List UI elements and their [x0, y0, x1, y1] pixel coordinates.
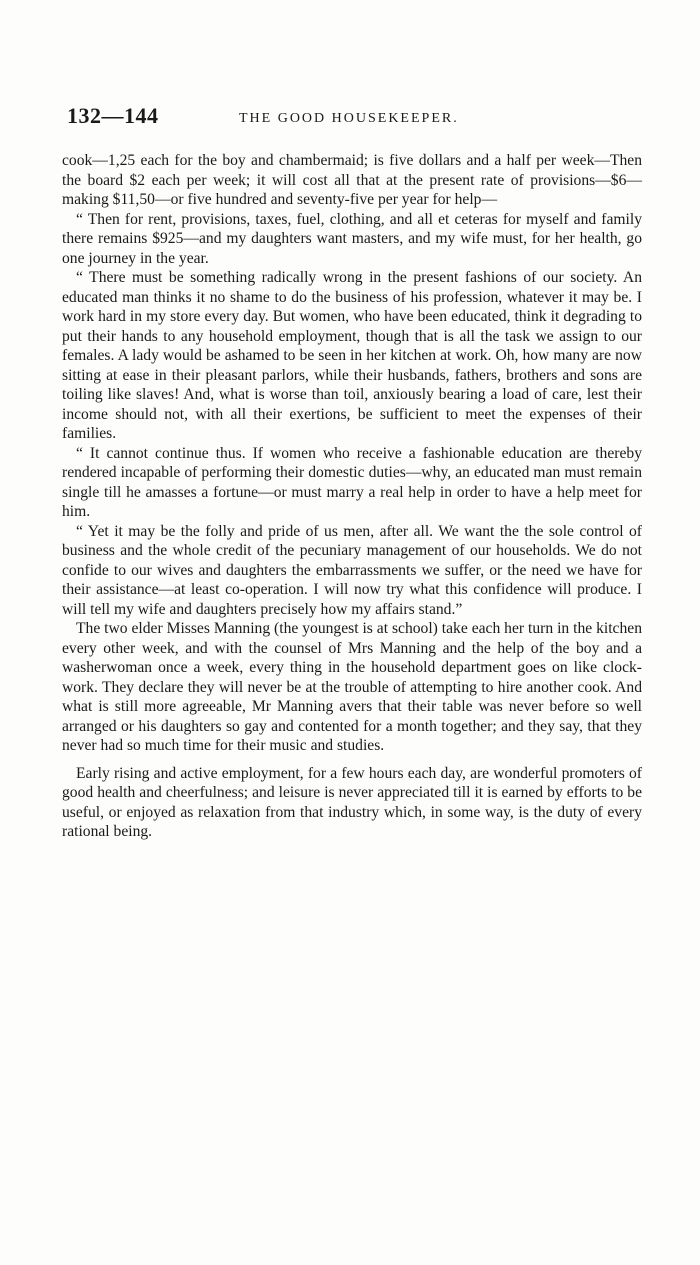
paragraph-4: “ It cannot continue thus. If women who receive a fashionable education are thereby rendered incapable of performing their domestic duties—why, an educated man must remain single till he amasses a fortune—or must marry a real help in order to have a help meet for him.: [62, 444, 642, 520]
body-text: [62, 151, 642, 842]
page-number: 132—144: [67, 103, 159, 128]
page-header: [67, 103, 642, 135]
paragraph-3: “ There must be something radically wrong in the present fashions of our society. An educated man thinks it no shame to do the business of his profession, whatever it may be. I work hard in my store every day. But women, who have been educated, think it degrading to put their hands to any household employment, though that is all the task we assign to our females. A lady would be ashamed to be seen in her kitchen at work. Oh, how many are now sitting at ease in their pleasant parlors, while their husbands, fathers, brothers and sons are toiling like slaves! And, what is worse than toil, anxiously bearing a load of care, lest their income should not, with all their exertions, be sufficient to meet the expenses of their families.: [62, 269, 642, 442]
paragraph-5: “ Yet it may be the folly and pride of us men, after all. We want the the sole control of business and the whole credit of the pecuniary management of our households. We do not confide to our wives and daughters the embarrassments we suffer, or the need we have for their assistance—at least co-operation. I will now try what this confidence will produce. I will tell my wife and daughters precisely how my affairs stand.”: [62, 522, 642, 618]
paragraph-7: Early rising and active employment, for a few hours each day, are wonderful promoters of good health and cheerfulness; and leisure is never appreciated till it is earned by efforts to be useful, or enjoyed as relaxation from that industry which, in some way, is the duty of every rational being.: [62, 764, 642, 840]
paragraph-2: “ Then for rent, provisions, taxes, fuel, clothing, and all et ceteras for myself and family there remains $925—and my daughters want masters, and my wife must, for her health, go one journey in the year.: [62, 210, 642, 267]
paragraph-1: cook—1,25 each for the boy and chambermaid; is five dollars and a half per week—Then the board $2 each per week; it will cost all that at the present rate of provisions—$6—making $11,50—or five hundred and seventy-five per year for help—: [62, 152, 642, 208]
running-head: THE GOOD HOUSEKEEPER.: [239, 111, 459, 126]
paragraph-6: The two elder Misses Manning (the youngest is at school) take each her turn in the kitchen every other week, and with the counsel of Mrs Manning and the help of the boy and a washerwoman once a week, every thing in the household department goes on like clock-work. They declare they will never be at the trouble of attempting to hire another cook. And what is still more agreeable, Mr Manning avers that their table was never before so well arranged or his daughters so gay and contented for a month together; and they say, that they never had so much time for their music and studies.: [62, 620, 642, 754]
